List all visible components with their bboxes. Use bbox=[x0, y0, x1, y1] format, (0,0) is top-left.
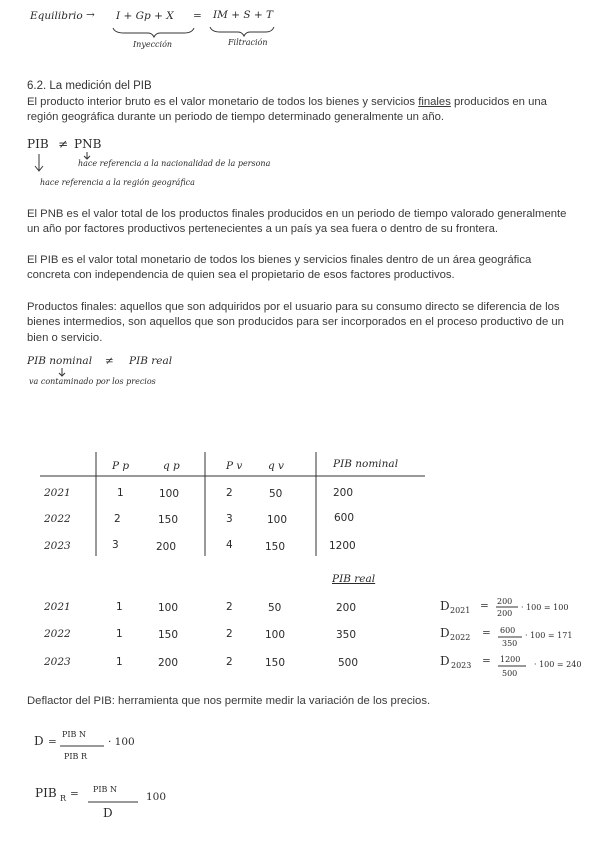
row-year: 2022 bbox=[44, 513, 71, 525]
deflator-label: D bbox=[440, 599, 450, 613]
row-pp: 1 bbox=[116, 628, 123, 640]
row-qv: 100 bbox=[267, 514, 288, 526]
row-pv: 3 bbox=[226, 513, 233, 525]
row-pp: 2 bbox=[114, 513, 121, 525]
equilibrio-lhs: I + Gp + X bbox=[116, 10, 174, 22]
row-qv: 100 bbox=[265, 629, 286, 641]
deflator-result: · 100 = 240 bbox=[534, 660, 582, 669]
deflator-equals: = bbox=[482, 655, 491, 667]
deflator-equals: = bbox=[480, 600, 489, 612]
header-pv: P v bbox=[226, 460, 243, 472]
pnb-note: hace referencia a la nacionalidad de la persona bbox=[78, 159, 271, 168]
deflator-num: 600 bbox=[500, 626, 516, 635]
formula-numerator: PIB N bbox=[62, 730, 86, 739]
equilibrio-equals: = bbox=[193, 10, 202, 22]
pnb-definition: El PNB es el valor total de los productos finales producidos en un periodo de tiempo valorado generalmente un año por factores productivos pertenecientes a un país ya sea fuera o dentro de su frontera. bbox=[27, 208, 567, 236]
deflator-year: 2023 bbox=[451, 661, 472, 670]
deflator-result: · 100 = 171 bbox=[525, 631, 573, 640]
equilibrio-rhs-note: Filtración bbox=[228, 38, 268, 47]
row-pib: 500 bbox=[338, 657, 359, 669]
header-pib-nominal: PIB nominal bbox=[333, 458, 399, 470]
arrow-right-icon: → bbox=[86, 9, 95, 21]
deflactor-paragraph: Deflactor del PIB: herramienta que nos permite medir la variación de los precios. bbox=[27, 695, 431, 707]
equilibrio-rhs: IM + S + T bbox=[213, 9, 274, 21]
row-pp: 1 bbox=[116, 601, 123, 613]
contaminado-note: va contaminado por los precios bbox=[29, 377, 156, 386]
row-pp: 3 bbox=[112, 539, 119, 551]
row-qp: 200 bbox=[156, 541, 177, 553]
deflator-equals: = bbox=[482, 627, 491, 639]
row-year: 2021 bbox=[44, 601, 71, 613]
row-qp: 200 bbox=[158, 657, 179, 669]
productos-finales-paragraph: Productos finales: aquellos que son adquiridos por el usuario para su consumo directo se diferencia de los bienes intermedios, son aquellos que son producidos para ser incorporados en el proceso productivo de un bien o servicio. bbox=[27, 301, 564, 344]
row-year: 2022 bbox=[44, 628, 71, 640]
row-pib: 350 bbox=[336, 629, 357, 641]
deflator-den: 200 bbox=[497, 609, 513, 618]
formula-denominator: PIB R bbox=[64, 752, 87, 761]
row-pp: 1 bbox=[116, 656, 123, 668]
row-pv: 2 bbox=[226, 487, 233, 499]
deflator-num: 200 bbox=[497, 597, 513, 606]
pib-real-label: PIB real bbox=[129, 355, 173, 367]
formula-lhs: PIB bbox=[35, 786, 57, 800]
equilibrio-label: Equilibrio bbox=[30, 10, 83, 22]
row-year: 2023 bbox=[44, 656, 71, 668]
intro-underlined-word: finales bbox=[418, 96, 451, 108]
deflator-label: D bbox=[440, 626, 450, 640]
row-pv: 4 bbox=[226, 539, 233, 551]
deflator-label: D bbox=[440, 654, 450, 668]
neq-symbol: ≠ bbox=[58, 137, 69, 151]
deflator-num: 1200 bbox=[500, 655, 521, 664]
row-year: 2021 bbox=[44, 487, 71, 499]
row-pib: 200 bbox=[336, 602, 357, 614]
formula-lhs-sub: R bbox=[60, 794, 67, 803]
deflator-den: 500 bbox=[502, 669, 518, 678]
formula-rest: 100 bbox=[146, 791, 167, 803]
row-qv: 50 bbox=[269, 488, 283, 500]
formula-lhs: D bbox=[34, 734, 44, 748]
neq-symbol: ≠ bbox=[105, 355, 114, 367]
row-year: 2023 bbox=[44, 540, 71, 552]
formula-equals: = bbox=[48, 736, 57, 748]
header-pib-real: PIB real bbox=[332, 573, 376, 585]
row-pib: 600 bbox=[334, 512, 355, 524]
intro-text-before: El producto interior bruto es el valor monetario de todos los bienes y servicios bbox=[27, 96, 419, 108]
row-qv: 50 bbox=[268, 602, 282, 614]
header-qp: q p bbox=[163, 460, 180, 472]
formula-rest: · 100 bbox=[108, 736, 135, 748]
row-pv: 2 bbox=[226, 601, 233, 613]
formula-numerator: PIB N bbox=[93, 785, 117, 794]
deflator-den: 350 bbox=[502, 639, 518, 648]
row-pib: 200 bbox=[333, 487, 354, 499]
row-qp: 100 bbox=[158, 602, 179, 614]
deflator-result: · 100 = 100 bbox=[521, 603, 569, 612]
formula-equals: = bbox=[70, 788, 79, 800]
pib-definition: El PIB es el valor total monetario de todos los bienes y servicios finales dentro de un área geográfica concreta con independencia de quien sea el propietario de esos factores productivos. bbox=[27, 254, 532, 282]
pnb-label: PNB bbox=[74, 137, 102, 151]
row-qp: 150 bbox=[158, 629, 179, 641]
pib-nominal-label: PIB nominal bbox=[27, 355, 93, 367]
row-qv: 150 bbox=[265, 657, 286, 669]
row-pv: 2 bbox=[226, 656, 233, 668]
row-pib: 1200 bbox=[329, 540, 356, 552]
intro-text-after: producidos en una región geográfica durante un periodo de tiempo determinado generalmente un año. bbox=[27, 96, 547, 124]
header-pp: P p bbox=[112, 460, 130, 472]
pib-label: PIB bbox=[27, 137, 49, 151]
header-qv: q v bbox=[268, 460, 284, 472]
row-pp: 1 bbox=[117, 487, 124, 499]
formula-denominator: D bbox=[103, 806, 113, 820]
deflator-year: 2022 bbox=[450, 633, 471, 642]
row-qv: 150 bbox=[265, 541, 286, 553]
section-title: 6.2. La medición del PIB bbox=[27, 80, 152, 92]
row-qp: 100 bbox=[159, 488, 180, 500]
deflator-year: 2021 bbox=[450, 606, 471, 615]
pib-note: hace referencia a la región geográfica bbox=[40, 178, 195, 187]
equilibrio-lhs-note: Inyección bbox=[133, 40, 173, 49]
row-pv: 2 bbox=[226, 628, 233, 640]
row-qp: 150 bbox=[158, 514, 179, 526]
